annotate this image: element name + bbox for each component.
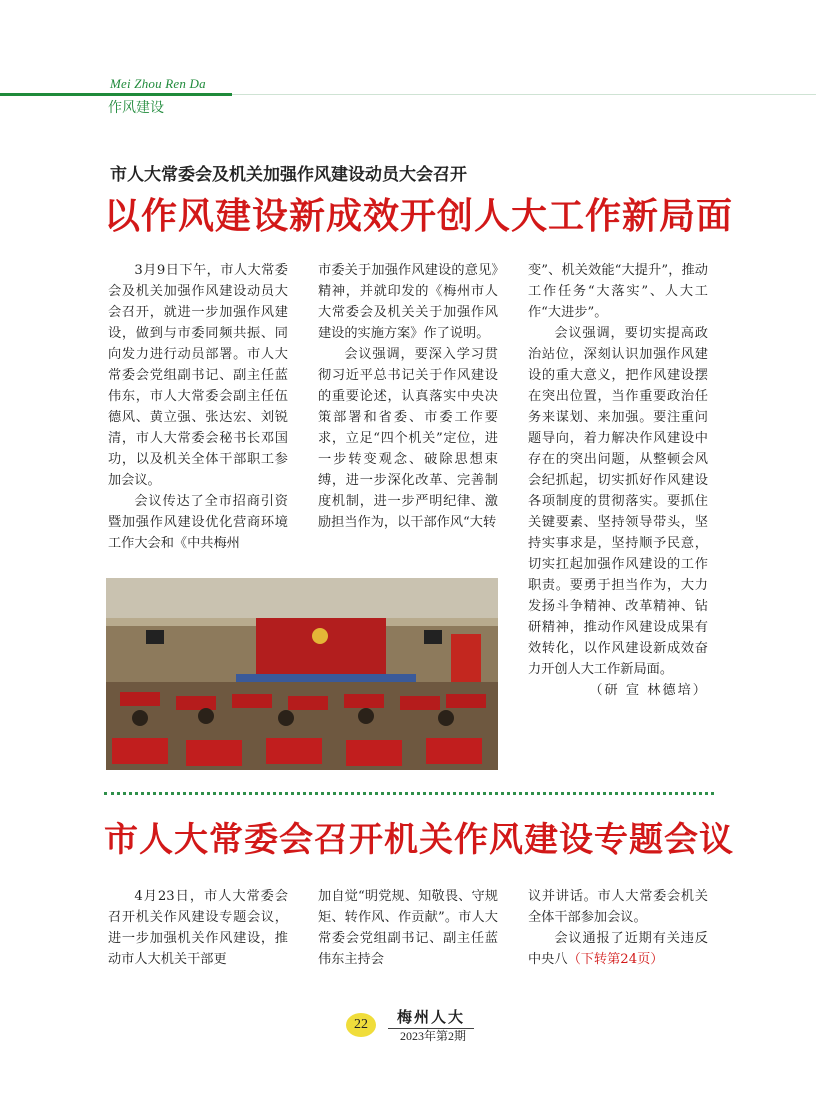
paragraph: 会议强调，要切实提高政治站位，深刻认识加强作风建设的重大意义，把作风建设摆在突出位置，当作重要政治任务来谋划、来加强。要注重问题导向，着力解决作风建设中存在的突出问题，从整顿会风会纪抓起，切实抓好作风建设各项制度的贯彻落实。要抓住关键要素、坚持领导带头，坚持实事求是，坚持顺予民意，切实扛起加强作风建设的工作职责。要勇于担当作为，大力发扬斗争精神、改革精神、钻研精神，推动作风建设成果有效转化，以作风建设新成效奋力开创人大工作新局面。 bbox=[528, 326, 708, 677]
paragraph: 4月23日，市人大常委会召开机关作风建设专题会议，进一步加强机关作风建设，推动市人大机关干部更 bbox=[108, 889, 288, 967]
paragraph bbox=[528, 928, 708, 970]
issue-label: 2023年第2期 bbox=[399, 1029, 466, 1043]
article-subheadline: 市人大常委会及机关加强作风建设动员大会召开 bbox=[110, 165, 467, 185]
paragraph: 变”、机关效能“大提升”，推动工作任务“大落实”、人大工作“大进步”。 bbox=[528, 263, 708, 320]
magazine-title: 梅州人大 bbox=[388, 1006, 474, 1029]
article-column-1 bbox=[108, 886, 288, 974]
continued-note[interactable]: （下转第24页） bbox=[567, 952, 664, 967]
paragraph: 加自觉“明党规、知敬畏、守规矩、转作风、作贡献”。市人大常委会党组副书记、副主任蓝伟东主持会 bbox=[318, 889, 498, 967]
article-headline: 以作风建设新成效开创人大工作新局面 bbox=[104, 195, 734, 237]
paragraph-text: 会议通报了近期有关违反中央八 bbox=[528, 931, 708, 967]
meeting-photo bbox=[106, 578, 498, 770]
page-number: 22 bbox=[346, 1013, 376, 1037]
section-label: 作风建设 bbox=[108, 100, 164, 116]
paragraph: 3月9日下午，市人大常委会及机关加强作风建设动员大会召开，就进一步加强作风建设，做到与市委同频共振、同向发力进行动员部署。市人大常委会党组副书记、副主任蓝伟东，市人大常委会副主任伍德风、黄立强、张达宏、刘锐清，市人大常委会秘书长邓国功，以及机关全体干部职工参加会议。 bbox=[108, 263, 288, 488]
section-divider bbox=[104, 792, 714, 795]
paragraph: 会议传达了全市招商引资暨加强作风建设优化营商环境工作大会和《中共梅州 bbox=[108, 494, 288, 551]
brand-name: Mei Zhou Ren Da bbox=[110, 76, 206, 91]
paragraph: 议并讲话。市人大常委会机关全体干部参加会议。 bbox=[528, 889, 708, 925]
paragraph: 会议强调，要深入学习贯彻习近平总书记关于作风建设的重要论述，认真落实中央决策部署和省委、市委工作要求，立足“四个机关”定位，进一步转变观念、破除思想束缚，进一步深化改革、完善制度机制，进一步严明纪律、激励担当作为，以干部作风“大转 bbox=[318, 347, 498, 530]
article-column-1 bbox=[108, 260, 288, 576]
header-rule bbox=[0, 93, 232, 96]
article-headline: 市人大常委会召开机关作风建设专题会议 bbox=[104, 820, 734, 860]
paragraph: 市委关于加强作风建设的意见》精神，并就印发的《梅州市人大常委会及机关关于加强作风建设的实施方案》作了说明。 bbox=[318, 263, 498, 341]
article-column-2 bbox=[318, 886, 498, 974]
header-rule-thin bbox=[232, 94, 816, 95]
article-column-3 bbox=[528, 886, 708, 974]
article-column-2 bbox=[318, 260, 498, 576]
article-column-3 bbox=[528, 260, 708, 760]
byline: （研 宣 林德培） bbox=[589, 683, 708, 698]
